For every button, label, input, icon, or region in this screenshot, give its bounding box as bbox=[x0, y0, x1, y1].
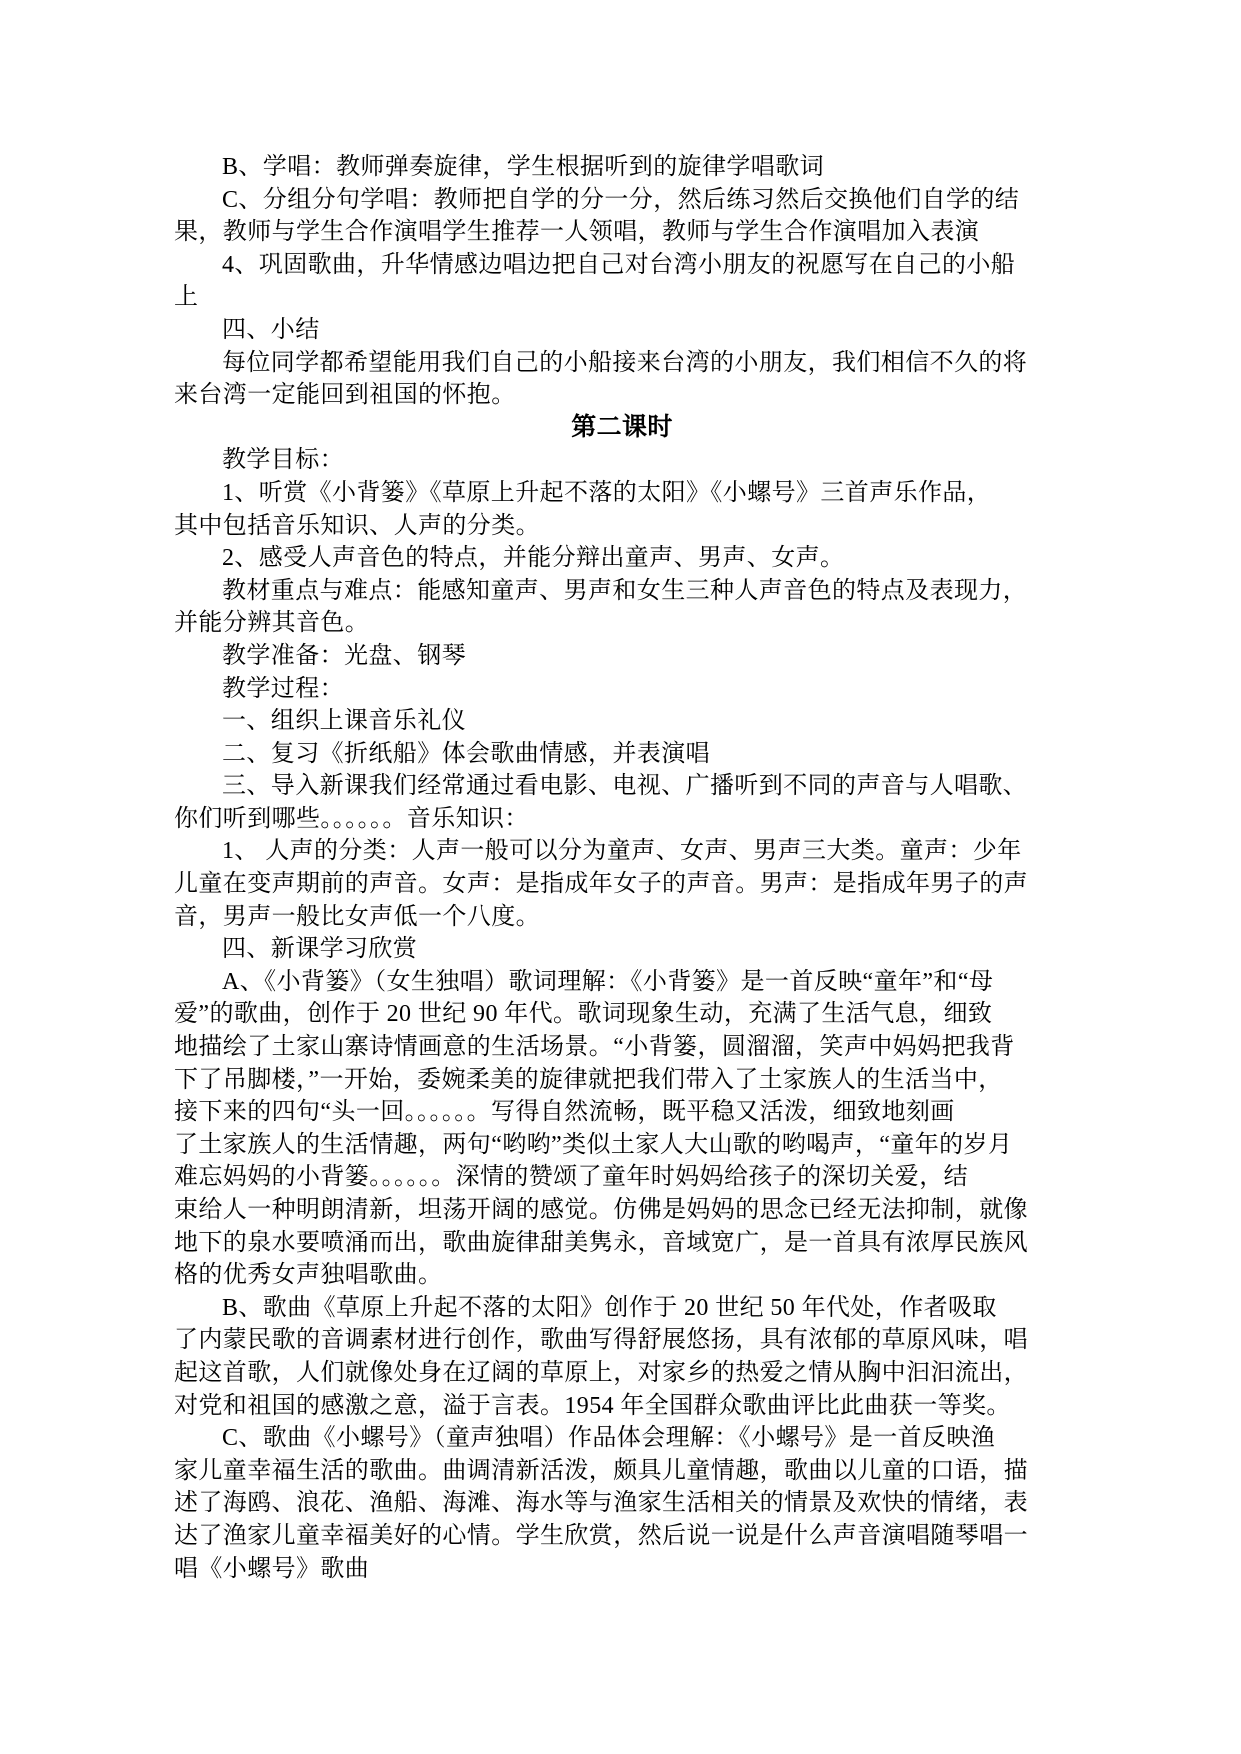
text-line: 音，男声一般比女声低一个八度。 bbox=[174, 903, 540, 930]
text-line: 三、导入新课我们经常通过看电影、电视、广播听到不同的声音与人唱歌、 bbox=[222, 773, 1028, 800]
text-line: 地描绘了土家山寨诗情画意的生活场景。“小背篓，圆溜溜，笑声中妈妈把我背 bbox=[174, 1034, 1015, 1061]
text-line: 格的优秀女声独唱歌曲。 bbox=[174, 1262, 443, 1289]
text-line: 对党和祖国的感激之意，溢于言表。1954 年全国群众歌曲评比此曲获一等奖。 bbox=[174, 1392, 1011, 1419]
text-line: 并能分辨其音色。 bbox=[174, 610, 370, 637]
text-line: 述了海鸥、浪花、渔船、海滩、海水等与渔家生活相关的情景及欢快的情绪，表 bbox=[174, 1490, 1028, 1517]
text-line: 每位同学都希望能用我们自己的小船接来台湾的小朋友，我们相信不久的将 bbox=[222, 349, 1028, 376]
text-line: 家儿童幸福生活的歌曲。曲调清新活泼，颇具儿童情趣，歌曲以儿童的口语，描 bbox=[174, 1457, 1028, 1484]
text-line: 教学目标： bbox=[222, 447, 344, 474]
text-line: 1、听赏《小背篓》《草原上升起不落的太阳》《小螺号》三首声乐作品， bbox=[222, 479, 992, 506]
text-line: 教学准备：光盘、钢琴 bbox=[222, 642, 466, 669]
document-body bbox=[174, 151, 1070, 1585]
text-line: 上 bbox=[174, 284, 199, 311]
text-line: 你们听到哪些。。。。。。音乐知识： bbox=[174, 805, 529, 832]
text-line: 唱《小螺号》歌曲 bbox=[174, 1555, 370, 1582]
text-line: 达了渔家儿童幸福美好的心情。学生欣赏，然后说一说是什么声音演唱随琴唱一 bbox=[174, 1522, 1028, 1549]
text-line: 一、组织上课音乐礼仪 bbox=[222, 708, 466, 735]
text-line: 了土家族人的生活情趣，两句“哟哟”类似土家人大山歌的哟喝声，“童年的岁月 bbox=[174, 1131, 1013, 1158]
text-line: C、分组分句学唱：教师把自学的分一分，然后练习然后交换他们自学的结 bbox=[222, 186, 1020, 213]
text-line: A、《小背篓》（女生独唱）歌词理解：《小背篓》是一首反映“童年”和“母 bbox=[222, 968, 994, 995]
text-line: 来台湾一定能回到祖国的怀抱。 bbox=[174, 382, 516, 409]
text-line: B、学唱：教师弹奏旋律，学生根据听到的旋律学唱歌词 bbox=[222, 154, 825, 180]
text-line: 了内蒙民歌的音调素材进行创作，歌曲写得舒展悠扬，具有浓郁的草原风味，唱 bbox=[174, 1327, 1028, 1354]
text-line: 下了吊脚楼，”一开始，委婉柔美的旋律就把我们带入了土家族人的生活当中， bbox=[174, 1066, 1003, 1093]
text-line: 4、巩固歌曲，升华情感边唱边把自己对台湾小朋友的祝愿写在自己的小船 bbox=[222, 251, 1016, 278]
text-line: 2、感受人声音色的特点，并能分辩出童声、男声、女声。 bbox=[222, 545, 845, 572]
text-line: B、歌曲《草原上升起不落的太阳》创作于 20 世纪 50 年代处，作者吸取 bbox=[222, 1294, 997, 1321]
text-line: 教材重点与难点：能感知童声、男声和女生三种人声音色的特点及表现力， bbox=[222, 577, 1028, 604]
text-line: 果，教师与学生合作演唱学生推荐一人领唱，教师与学生合作演唱加入表演 bbox=[174, 219, 980, 246]
text-line: 爱”的歌曲，创作于 20 世纪 90 年代。歌词现象生动，充满了生活气息，细致 bbox=[174, 1001, 993, 1028]
text-line: 儿童在变声期前的声音。女声：是指成年女子的声音。男声：是指成年男子的声 bbox=[174, 871, 1028, 898]
text-line: 接下来的四句“头一回。。。。。。写得自然流畅，既平稳又活泼，细致地刻画 bbox=[174, 1099, 955, 1126]
text-line: 1、 人声的分类：人声一般可以分为童声、女声、男声三大类。童声：少年 bbox=[222, 838, 1022, 865]
text-line: 束给人一种明朗清新，坦荡开阔的感觉。仿佛是妈妈的思念已经无法抑制，就像 bbox=[174, 1197, 1028, 1223]
text-line: 二、复习《折纸船》体会歌曲情感，并表演唱 bbox=[222, 740, 710, 767]
text-line: C、歌曲《小螺号》（童声独唱）作品体会理解：《小螺号》是一首反映渔 bbox=[222, 1425, 996, 1452]
text-line: 起这首歌，人们就像处身在辽阔的草原上，对家乡的热爱之情从胸中汩汩流出， bbox=[174, 1359, 1028, 1386]
text-line: 难忘妈妈的小背篓。。。。。。深情的赞颂了童年时妈妈给孩子的深切关爱，结 bbox=[174, 1164, 968, 1191]
text-line: 四、新课学习欣赏 bbox=[222, 936, 418, 963]
text-line: 其中包括音乐知识、人声的分类。 bbox=[174, 512, 540, 539]
text-line: 地下的泉水要喷涌而出，歌曲旋律甜美隽永，音域宽广，是一首具有浓厚民族风 bbox=[174, 1229, 1028, 1256]
section-title: 第二课时 bbox=[571, 413, 673, 441]
text-line: 教学过程： bbox=[222, 675, 344, 702]
text-line: 四、小结 bbox=[222, 316, 320, 343]
